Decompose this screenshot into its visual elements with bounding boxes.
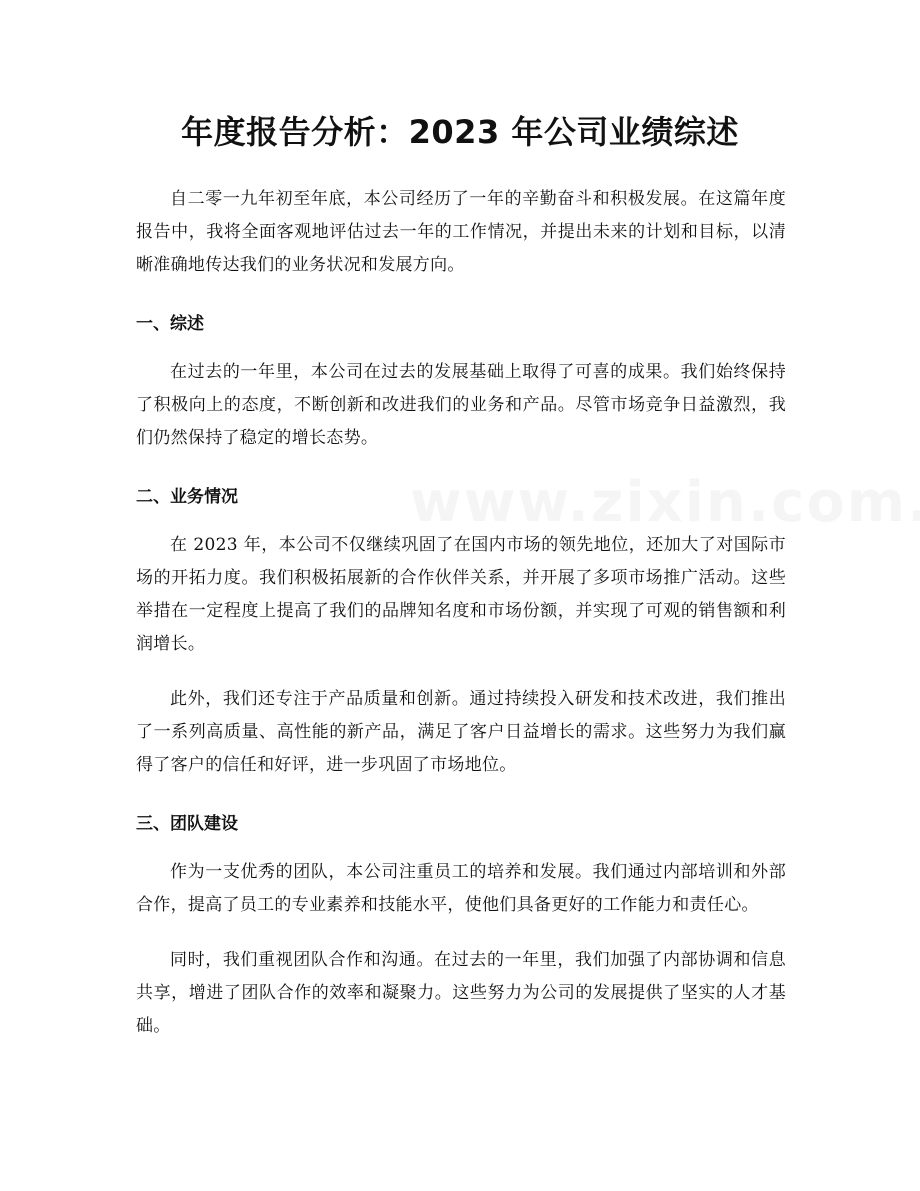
team-paragraph-2: 同时，我们重视团队合作和沟通。在过去的一年里，我们加强了内部协调和信息共享，增进了团队合作的效率和凝聚力。这些努力为公司的发展提供了坚实的人才基础。 — [136, 950, 786, 1036]
business-paragraph-2: 此外，我们还专注于产品质量和创新。通过持续投入研发和技术改进，我们推出了一系列高质量、高性能的新产品，满足了客户日益增长的需求。这些努力为我们赢得了客户的信任和好评，进一步巩固了市场地位。 — [136, 689, 786, 775]
section-heading-overview: 一、综述 — [136, 314, 204, 334]
overview-paragraph: 在过去的一年里，本公司在过去的发展基础上取得了可喜的成果。我们始终保持了积极向上的态度，不断创新和改进我们的业务和产品。尽管市场竞争日益激烈，我们仍然保持了稳定的增长态势。 — [136, 362, 786, 448]
document-body — [136, 183, 786, 1065]
team-paragraph-1: 作为一支优秀的团队，本公司注重员工的培养和发展。我们通过内部培训和外部合作，提高了员工的专业素养和技能水平，使他们具备更好的工作能力和责任心。 — [136, 862, 786, 915]
section-heading-business: 二、业务情况 — [136, 487, 238, 507]
section-heading-team: 三、团队建设 — [136, 814, 238, 834]
business-paragraph-1: 在 2023 年，本公司不仅继续巩固了在国内市场的领先地位，还加大了对国际市场的开拓力度。我们积极拓展新的合作伙伴关系，并开展了多项市场推广活动。这些举措在一定程度上提高了我们的品牌知名度和市场份额，并实现了可观的销售额和利润增长。 — [136, 535, 786, 654]
document-title: 年度报告分析：2023 年公司业绩综述 — [181, 113, 739, 151]
intro-paragraph: 自二零一九年初至年底，本公司经历了一年的辛勤奋斗和积极发展。在这篇年度报告中，我将全面客观地评估过去一年的工作情况，并提出未来的计划和目标，以清晰准确地传达我们的业务状况和发展方向。 — [136, 189, 786, 275]
